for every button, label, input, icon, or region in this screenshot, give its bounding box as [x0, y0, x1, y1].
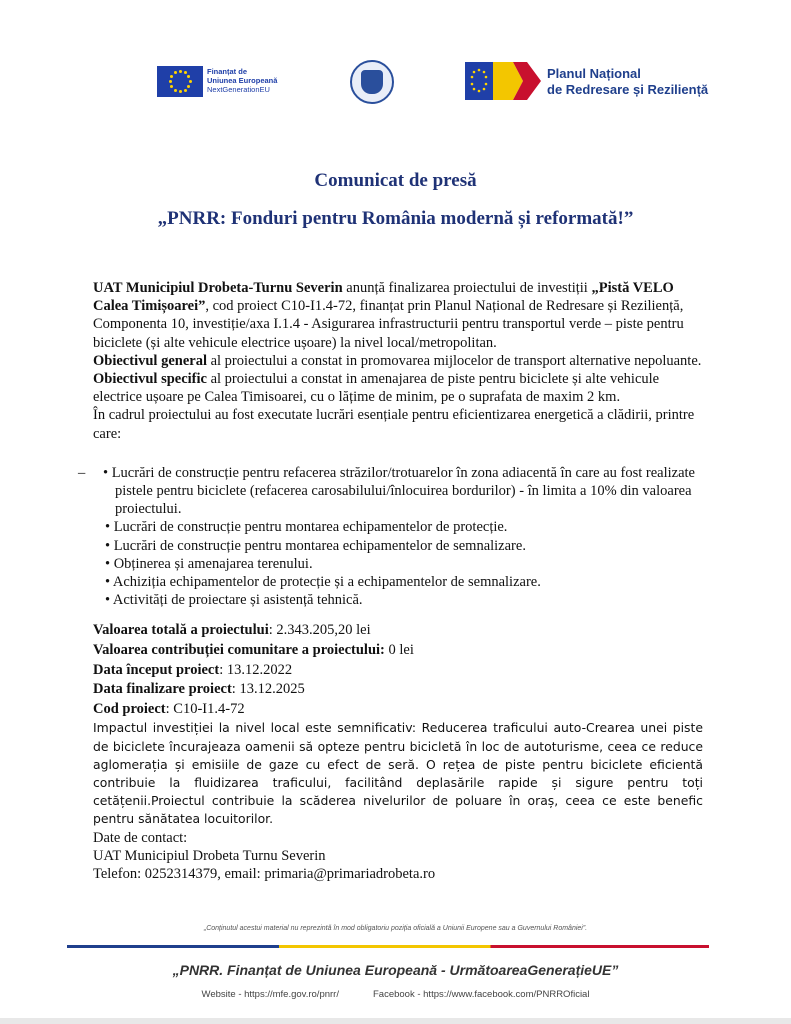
list-item: • Lucrări de construcție pentru montarea echipamentelor de protecție. [105, 519, 508, 536]
list-item: – • Lucrări de construcție pentru refacerea străzilor/trotuarelor în zona adiacentă în care au fost realizate pistele pentru biciclete (refacerea carosabilului/înlocuirea bordurilor) - în limita a 10% din valoarea proiectului. [78, 464, 695, 518]
eu-flag-logo [157, 66, 203, 97]
bottom-bar [0, 1018, 791, 1024]
fact-row: Cod proiect: C10-I1.4-72 [93, 700, 245, 717]
contact-block [93, 829, 703, 884]
eu-star-icon [184, 71, 187, 74]
contact-phone-email: Telefon: 0252314379, email: primaria@primariadrobeta.ro [93, 866, 436, 883]
pnrr-flag-logo [465, 62, 541, 100]
eu-star-icon [187, 85, 190, 88]
facebook-link[interactable]: Facebook - https://www.facebook.com/PNRROficial [372, 989, 590, 1000]
footer-disclaimer: „Conținutul acestui material nu reprezintă în mod obligatoriu poziția oficială a Uniunii Europene sau a Guvernului României”. [203, 925, 588, 932]
contact-org: UAT Municipiul Drobeta Turnu Severin [93, 847, 326, 864]
specific-objective-text: al proiectului a constat in amenajarea de piste pentru biciclete și alte vehicule electrice ușoare pe Calea Timisoarei, cu o lățime de minim, pe o suprafata de maxim 2 km. [93, 371, 660, 406]
intro-text-1: anunță finalizarea proiectului de investiții [342, 280, 592, 296]
objectives-paragraph [93, 352, 703, 407]
eu-star-icon [170, 75, 173, 78]
org-name: UAT Municipiul Drobeta-Turnu Severin [93, 280, 343, 296]
impact-paragraph: Impactul investiției la nivel local este semnificativ: Reducerea traficului auto-Crearea unei piste de biciclete încurajeaza oamenii să opteze pentru bicicletă în loc de autoturisme, ceea ce reduce aglomerația și emisiile de gaze cu efect de seră. O rețea de piste pentru biciclete eficientă contribuie la fluidizarea traficului, facilitând deplasările rapide și sigure pentru toți cetățenii.Proiectul contribuie la scăderea nivelurilor de poluare în oraș, ceea ce este benefic pentru sănătatea locuitorilor. [93, 720, 703, 827]
pnrr-line-1: Planul Național [547, 66, 641, 81]
pnrr-label [547, 66, 708, 98]
document-body [78, 279, 703, 883]
footer-links [0, 989, 791, 1000]
footer-divider [67, 945, 709, 948]
fact-row: Data început proiect: 13.12.2022 [93, 661, 293, 678]
fact-row: Valoarea totală a proiectului: 2.343.205,20 lei [93, 622, 371, 639]
eu-line-1: Finanțat de [207, 67, 248, 76]
footer-title: „PNRR. Finanțat de Uniunea Europeană - UrmătoareaGenerațieUE” [172, 962, 619, 978]
list-item: • Obținerea și amenajarea terenului. [105, 555, 313, 572]
intro-paragraph [93, 279, 703, 352]
works-paragraph: În cadrul proiectului au fost executate lucrări esențiale pentru eficientizarea energetică a clădirii, printre care: [93, 407, 695, 442]
list-item: • Lucrări de construcție pentru montarea echipamentelor de semnalizare. [105, 537, 526, 554]
specific-objective-label: Obiectivul specific [93, 371, 207, 388]
fact-row: Valoarea contribuției comunitare a proiectului: 0 lei [93, 642, 414, 659]
project-facts [93, 621, 703, 719]
eu-star-icon [174, 89, 177, 92]
page-title: Comunicat de presă [314, 170, 477, 191]
page-subtitle: „PNRR: Fonduri pentru România modernă și reformată!” [157, 208, 634, 229]
project-name: „Pistă VELO Calea Timișoarei” [93, 280, 674, 315]
government-seal-logo [350, 60, 394, 104]
eu-funding-label [207, 67, 277, 94]
general-objective-label: Obiectivul general [93, 352, 207, 369]
list-item: • Achiziția echipamentelor de protecție și a echipamentelor de semnalizare. [105, 574, 541, 591]
contact-heading: Date de contact: [93, 829, 188, 846]
eu-star-icon [187, 75, 190, 78]
pnrr-line-2: de Redresare și Reziliență [547, 82, 709, 97]
list-item: • Activități de proiectare și asistență tehnică. [105, 592, 363, 609]
website-link[interactable]: Website - https://mfe.gov.ro/pnrr/ [201, 989, 339, 1000]
eu-star-icon [170, 85, 173, 88]
fact-row: Data finalizare proiect: 13.12.2025 [93, 681, 305, 698]
eu-line-2: Uniunea Europeană [207, 76, 278, 85]
eu-star-icon [184, 89, 187, 92]
logo-bar [0, 60, 791, 104]
eu-star-icon [179, 70, 182, 73]
works-list [78, 464, 703, 610]
eu-line-3: NextGenerationEU [207, 85, 270, 94]
eu-star-icon [189, 80, 192, 83]
eu-star-icon [169, 80, 172, 83]
eu-star-icon [174, 71, 177, 74]
general-objective-text: al proiectului a constat in promovarea mijlocelor de transport alternative nepoluante. [206, 352, 702, 369]
intro-text-2: , cod proiect C10-I1.4-72, finanțat prin Planul Național de Redresare și Reziliență, Componenta 10, investiție/axa I.1.4 - Asigurarea infrastructurii pentru transportul verde – piste pentru biciclete (și alte vehicule electrice ușoare) la nivel local/metropolitan. [93, 298, 684, 351]
eu-star-icon [179, 90, 182, 93]
